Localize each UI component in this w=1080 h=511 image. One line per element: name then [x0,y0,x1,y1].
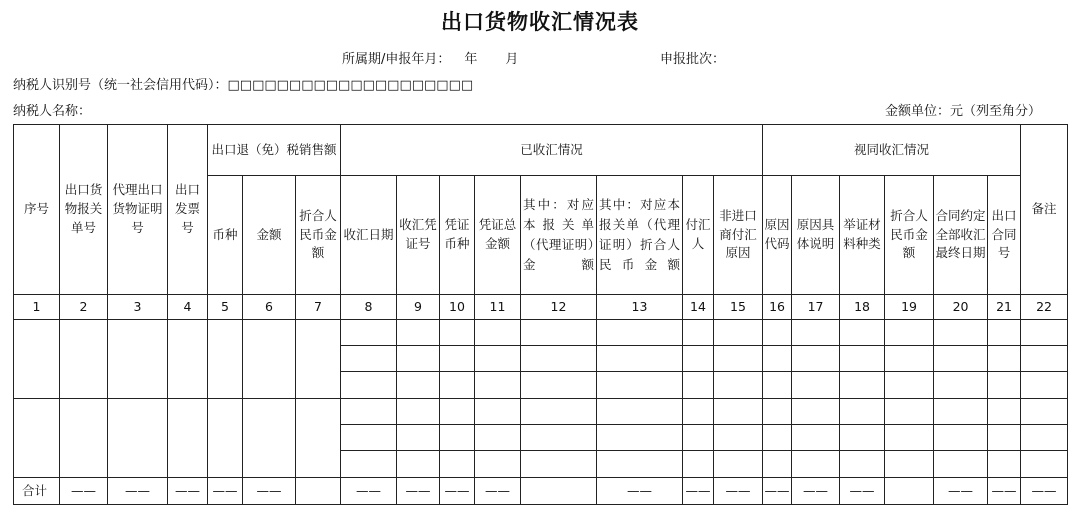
entry-cell[interactable] [521,320,597,346]
entry-cell[interactable] [840,451,885,478]
data-row [14,399,1068,425]
summary-cell: —— [934,478,988,505]
entry-cell[interactable] [714,399,763,425]
entry-cell[interactable] [475,451,521,478]
entry-cell[interactable] [885,451,934,478]
entry-cell[interactable] [521,399,597,425]
entry-cell[interactable] [14,320,60,399]
entry-cell[interactable] [597,346,683,372]
summary-cell: —— [988,478,1021,505]
entry-cell[interactable] [714,346,763,372]
entry-cell[interactable] [683,372,714,399]
entry-cell[interactable] [397,372,440,399]
entry-cell[interactable] [243,399,296,478]
summary-cell: —— [792,478,840,505]
entry-cell[interactable] [683,451,714,478]
entry-cell[interactable] [397,346,440,372]
col-header: 折合人民币金额 [296,176,341,295]
col-number: 8 [341,295,397,320]
entry-cell[interactable] [792,451,840,478]
col-header: 代理出口货物证明号 [108,125,168,295]
taxpayer-name-label: 纳税人名称： [13,104,92,119]
col-number: 7 [296,295,341,320]
entry-cell[interactable] [934,425,988,451]
summary-cell: —— [1021,478,1068,505]
entry-cell[interactable] [763,399,792,425]
entry-cell[interactable] [397,451,440,478]
entry-cell[interactable] [683,425,714,451]
summary-cell: —— [243,478,296,505]
entry-cell[interactable] [341,320,397,346]
entry-cell[interactable] [934,346,988,372]
entry-cell[interactable] [714,451,763,478]
col-number: 1 [14,295,60,320]
group-header-refund-sales: 出口退（免）税销售额 [208,125,341,176]
entry-cell[interactable] [341,346,397,372]
entry-cell[interactable] [475,372,521,399]
entry-cell[interactable] [14,399,60,478]
entry-cell[interactable] [934,320,988,346]
summary-cell: —— [683,478,714,505]
col-header: 原因具体说明 [792,176,840,295]
declaration-period [342,48,518,67]
entry-cell[interactable] [296,320,341,399]
entry-cell[interactable] [792,425,840,451]
col-header: 凭证币种 [440,176,475,295]
col-number: 14 [683,295,714,320]
remittance-table [13,124,1068,505]
year-label: 年 [464,52,478,67]
summary-cell: —— [597,478,683,505]
summary-cell: —— [714,478,763,505]
entry-cell[interactable] [397,320,440,346]
entry-cell[interactable] [763,346,792,372]
entry-cell[interactable] [597,425,683,451]
col-number: 13 [597,295,683,320]
col-number: 12 [521,295,597,320]
col-header: 备注 [1021,125,1068,295]
entry-cell[interactable] [988,451,1021,478]
entry-cell[interactable] [840,372,885,399]
entry-cell[interactable] [208,320,243,399]
entry-cell[interactable] [988,346,1021,372]
entry-cell[interactable] [683,399,714,425]
entry-cell[interactable] [885,372,934,399]
summary-cell: —— [341,478,397,505]
col-header: 出口发票号 [168,125,208,295]
entry-cell[interactable] [1021,320,1068,346]
col-number: 19 [885,295,934,320]
entry-cell[interactable] [397,399,440,425]
entry-cell[interactable] [60,320,108,399]
entry-cell[interactable] [597,451,683,478]
entry-cell[interactable] [840,346,885,372]
entry-cell[interactable] [440,399,475,425]
col-number: 5 [208,295,243,320]
entry-cell[interactable] [108,399,168,478]
summary-cell: —— [208,478,243,505]
entry-cell[interactable] [763,451,792,478]
entry-cell[interactable] [168,320,208,399]
month-label: 月 [505,52,519,67]
summary-cell: —— [397,478,440,505]
data-rows [14,320,1068,478]
entry-cell[interactable] [1021,451,1068,478]
col-header: 收汇凭证号 [397,176,440,295]
entry-cell[interactable] [521,346,597,372]
entry-cell[interactable] [988,320,1021,346]
summary-row [14,478,1068,505]
col-number: 21 [988,295,1021,320]
entry-cell[interactable] [243,320,296,399]
entry-cell[interactable] [341,425,397,451]
entry-cell[interactable] [840,399,885,425]
summary-cell: —— [440,478,475,505]
entry-cell[interactable] [763,425,792,451]
entry-cell[interactable] [840,425,885,451]
col-number: 15 [714,295,763,320]
entry-cell[interactable] [885,425,934,451]
entry-cell[interactable] [792,346,840,372]
entry-cell[interactable] [597,320,683,346]
entry-cell[interactable] [440,346,475,372]
col-number: 17 [792,295,840,320]
summary-cell: —— [60,478,108,505]
entry-cell[interactable] [714,425,763,451]
entry-cell[interactable] [1021,372,1068,399]
summary-cell: —— [475,478,521,505]
taxpayer-id-label: 纳税人识别号（统一社会信用代码）：□□□□□□□□□□□□□□□□□□□□ [13,78,474,93]
entry-cell[interactable] [934,372,988,399]
declaration-batch-label: 申报批次： [660,52,726,67]
entry-cell[interactable] [763,372,792,399]
form-title: 出口货物收汇情况表 [441,10,639,34]
col-header: 收汇日期 [341,176,397,295]
entry-cell[interactable] [521,451,597,478]
col-header: 币种 [208,176,243,295]
col-number: 11 [475,295,521,320]
entry-cell[interactable] [885,399,934,425]
col-header: 非进口商付汇原因 [714,176,763,295]
entry-cell[interactable] [475,425,521,451]
entry-cell[interactable] [440,451,475,478]
entry-cell[interactable] [885,346,934,372]
entry-cell[interactable] [208,399,243,478]
col-number: 20 [934,295,988,320]
col-number: 16 [763,295,792,320]
entry-cell[interactable] [168,399,208,478]
entry-cell[interactable] [1021,425,1068,451]
entry-cell[interactable] [440,320,475,346]
col-header: 原因代码 [763,176,792,295]
entry-cell[interactable] [1021,346,1068,372]
entry-cell[interactable] [475,320,521,346]
entry-cell[interactable] [683,320,714,346]
entry-cell[interactable] [341,399,397,425]
entry-cell[interactable] [108,320,168,399]
entry-cell[interactable] [475,399,521,425]
col-number: 18 [840,295,885,320]
entry-cell[interactable] [597,399,683,425]
col-header: 序号 [14,125,60,295]
entry-cell[interactable] [763,320,792,346]
entry-cell[interactable] [597,372,683,399]
summary-cell [521,478,597,505]
summary-cell: —— [840,478,885,505]
entry-cell[interactable] [440,372,475,399]
col-header: 折合人民币金额 [885,176,934,295]
summary-cell [296,478,341,505]
col-number: 22 [1021,295,1068,320]
entry-cell[interactable] [521,425,597,451]
col-header: 凭证总金额 [475,176,521,295]
summary-cell: —— [763,478,792,505]
col-number: 4 [168,295,208,320]
entry-cell[interactable] [988,372,1021,399]
entry-cell[interactable] [440,425,475,451]
col-header: 其中：对应本报关单（代理证明）折合人民币金额 [597,176,683,295]
entry-cell[interactable] [475,346,521,372]
group-header-deemed: 视同收汇情况 [763,125,1021,176]
entry-cell[interactable] [792,399,840,425]
col-number: 2 [60,295,108,320]
col-header: 出口合同号 [988,176,1021,295]
summary-label: 合计 [14,478,60,505]
summary-cell: —— [168,478,208,505]
period-label: 所属期/申报年月： [342,52,451,67]
entry-cell[interactable] [397,425,440,451]
entry-cell[interactable] [60,399,108,478]
entry-cell[interactable] [714,372,763,399]
col-header: 金额 [243,176,296,295]
entry-cell[interactable] [792,372,840,399]
col-header: 出口货物报关单号 [60,125,108,295]
summary-cell: —— [108,478,168,505]
entry-cell[interactable] [341,372,397,399]
entry-cell[interactable] [840,320,885,346]
entry-cell[interactable] [988,399,1021,425]
col-header: 举证材料种类 [840,176,885,295]
col-header: 付汇人 [683,176,714,295]
col-number: 9 [397,295,440,320]
entry-cell[interactable] [988,425,1021,451]
entry-cell[interactable] [683,346,714,372]
entry-cell[interactable] [1021,399,1068,425]
entry-cell[interactable] [714,320,763,346]
col-number: 10 [440,295,475,320]
col-number: 6 [243,295,296,320]
group-header-received: 已收汇情况 [341,125,763,176]
entry-cell[interactable] [341,451,397,478]
entry-cell[interactable] [521,372,597,399]
data-row [14,320,1068,346]
entry-cell[interactable] [934,399,988,425]
entry-cell[interactable] [792,320,840,346]
amount-unit-label: 金额单位：元（列至角分） [884,104,1041,119]
summary-cell [885,478,934,505]
entry-cell[interactable] [885,320,934,346]
entry-cell[interactable] [934,451,988,478]
col-header: 合同约定全部收汇最终日期 [934,176,988,295]
col-number: 3 [108,295,168,320]
col-header: 其中：对应本报关单（代理证明）金额 [521,176,597,295]
entry-cell[interactable] [296,399,341,478]
